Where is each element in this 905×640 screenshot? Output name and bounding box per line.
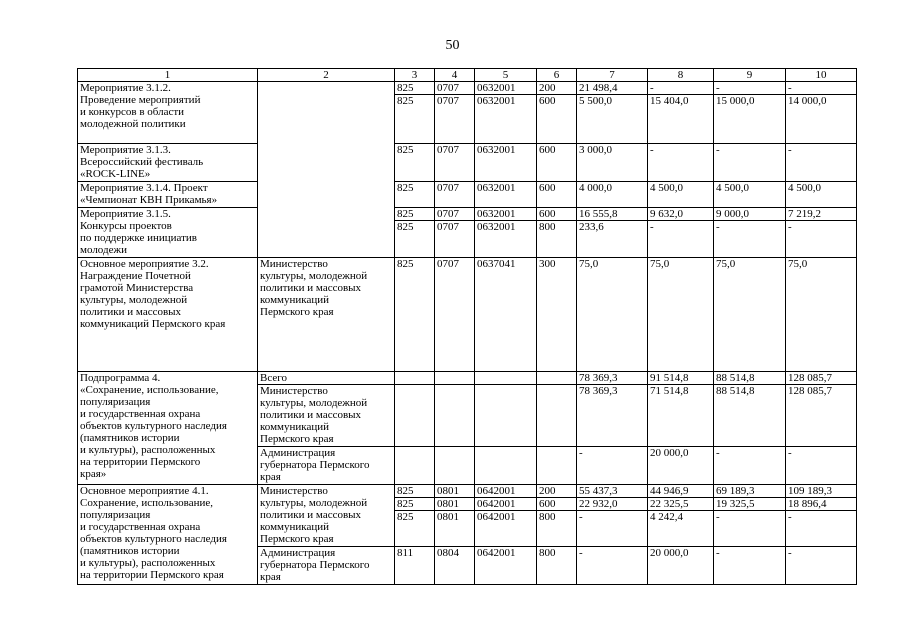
subcell-group: [648, 485, 714, 547]
code-cell: 0632001: [475, 144, 537, 182]
subcell-group: [475, 485, 537, 547]
value-cell: -: [577, 447, 648, 485]
code-cell: [395, 385, 435, 447]
subcell-group: [714, 82, 786, 144]
code-cell: 0707: [435, 82, 474, 95]
code-cell: [395, 447, 435, 485]
value-cell: 4 242,4: [650, 511, 683, 523]
subcell-group: [577, 208, 648, 258]
code-cell: 825: [397, 95, 414, 107]
value-cell: -: [714, 82, 785, 95]
value-cell: -: [786, 144, 857, 182]
subcell-group: [786, 485, 857, 547]
value-cell: 75,0: [577, 258, 648, 372]
subcell-group: [714, 208, 786, 258]
code-cell: 0707: [435, 144, 475, 182]
value-cell: -: [716, 511, 720, 523]
executor: Администрация губернатора Пермского края: [258, 447, 395, 485]
subcell-group: [786, 208, 857, 258]
activity-name: Мероприятие 3.1.2. Проведение мероприятий и конкурсов в области молодежной политики: [78, 82, 258, 144]
code-cell: 0632001: [475, 82, 536, 95]
code-cell: 0707: [437, 95, 459, 107]
code-cell: 0707: [437, 221, 459, 233]
subcell-group: [475, 82, 537, 144]
value-cell: -: [579, 511, 583, 523]
subprogram-name: Подпрограмма 4. «Сохранение, использование, популяризация и государственная охрана объектов культурного наследия (памятников истории и культуры), расположенных на территории Пермского края»: [78, 372, 258, 485]
code-cell: 825: [397, 511, 414, 523]
activity-name: Мероприятие 3.1.5. Конкурсы проектов по поддержке инициатив молодежи: [78, 208, 258, 258]
code-cell: [537, 372, 577, 385]
value-cell: 78 369,3: [577, 372, 648, 385]
value-cell: -: [716, 221, 720, 233]
code-cell: 300: [537, 258, 577, 372]
value-cell: 75,0: [648, 258, 714, 372]
column-header: 5: [475, 69, 537, 82]
code-cell: [435, 372, 475, 385]
subcell-group: [648, 208, 714, 258]
table-row: [78, 144, 857, 182]
executor: [258, 182, 395, 208]
value-cell: 3 000,0: [577, 144, 648, 182]
activity-name: Основное мероприятие 4.1. Сохранение, использование, популяризация и государственная охрана объектов культурного наследия (памятников истории и культуры), расположенных на территории Пермского края: [78, 485, 258, 585]
value-cell: 7 219,2: [786, 208, 856, 221]
value-cell: -: [577, 547, 648, 585]
column-header: 3: [395, 69, 435, 82]
value-cell: 75,0: [714, 258, 786, 372]
code-cell: 811: [395, 547, 435, 585]
value-cell: 69 189,3: [714, 485, 785, 498]
table-row: [78, 485, 857, 547]
value-cell: -: [714, 447, 786, 485]
code-cell: 600: [537, 182, 577, 208]
code-cell: 825: [395, 208, 434, 221]
code-cell: 800: [537, 547, 577, 585]
code-cell: 0801: [435, 485, 474, 498]
code-cell: 600: [537, 144, 577, 182]
value-cell: 20 000,0: [648, 447, 714, 485]
code-cell: [537, 385, 577, 447]
value-cell: 5 500,0: [579, 95, 612, 107]
code-cell: 800: [539, 511, 556, 523]
code-cell: 0642001: [475, 498, 536, 511]
subcell-group: [537, 485, 577, 547]
subcell-group: [577, 485, 648, 547]
executor: [258, 144, 395, 182]
code-cell: 0642001: [477, 511, 516, 523]
value-cell: 91 514,8: [648, 372, 714, 385]
value-cell: -: [788, 511, 792, 523]
value-cell: -: [786, 547, 857, 585]
subcell-group: [714, 485, 786, 547]
table-header-row: [78, 69, 857, 82]
code-cell: 825: [395, 144, 435, 182]
value-cell: -: [714, 144, 786, 182]
value-cell: 55 437,3: [577, 485, 647, 498]
code-cell: 0804: [435, 547, 475, 585]
column-header: 6: [537, 69, 577, 82]
table-row: [78, 82, 857, 144]
code-cell: [475, 447, 537, 485]
subcell-group: [537, 82, 577, 144]
value-cell: 4 500,0: [648, 182, 714, 208]
value-cell: 22 325,5: [648, 498, 713, 511]
code-cell: 825: [395, 82, 434, 95]
executor: Министерство культуры, молодежной политики и массовых коммуникаций Пермского края: [258, 485, 395, 547]
value-cell: 78 369,3: [577, 385, 648, 447]
subcell-group: [435, 208, 475, 258]
code-cell: [475, 372, 537, 385]
code-cell: 600: [537, 208, 576, 221]
code-cell: 800: [539, 221, 556, 233]
value-cell: 9 632,0: [648, 208, 713, 221]
value-cell: 128 085,7: [786, 385, 857, 447]
subcell-group: [395, 485, 435, 547]
code-cell: [435, 385, 475, 447]
code-cell: [537, 447, 577, 485]
code-cell: [395, 372, 435, 385]
subcell-group: [475, 208, 537, 258]
subcell-group: [395, 208, 435, 258]
code-cell: 825: [395, 182, 435, 208]
code-cell: 0707: [435, 182, 475, 208]
code-cell: 0801: [435, 498, 474, 511]
page-number: 50: [445, 38, 460, 53]
column-header: 9: [714, 69, 786, 82]
value-cell: 20 000,0: [648, 547, 714, 585]
value-cell: -: [786, 447, 857, 485]
value-cell: 75,0: [786, 258, 857, 372]
value-cell: 128 085,7: [786, 372, 857, 385]
code-cell: 600: [537, 498, 576, 511]
executor: Министерство культуры, молодежной политики и массовых коммуникаций Пермского края: [258, 258, 395, 372]
column-header: 8: [648, 69, 714, 82]
value-cell: 14 000,0: [788, 95, 827, 107]
code-cell: 0637041: [475, 258, 537, 372]
code-cell: 200: [537, 82, 576, 95]
value-cell: -: [650, 221, 654, 233]
executor: Администрация губернатора Пермского края: [258, 547, 395, 585]
code-cell: 0632001: [477, 95, 516, 107]
code-cell: 825: [395, 258, 435, 372]
executor: Министерство культуры, молодежной политики и массовых коммуникаций Пермского края: [258, 385, 395, 447]
activity-name: Мероприятие 3.1.3. Всероссийский фестиваль «ROCK-LINE»: [78, 144, 258, 182]
code-cell: [475, 385, 537, 447]
value-cell: -: [648, 82, 713, 95]
code-cell: 825: [397, 221, 414, 233]
activity-name: Мероприятие 3.1.4. Проект «Чемпионат КВН Прикамья»: [78, 182, 258, 208]
value-cell: 15 404,0: [650, 95, 689, 107]
value-cell: 21 498,4: [577, 82, 647, 95]
value-cell: 16 555,8: [577, 208, 647, 221]
table-row: [78, 258, 857, 372]
subcell-group: [786, 82, 857, 144]
table-row: [78, 182, 857, 208]
code-cell: 825: [395, 498, 434, 511]
table-row: [78, 208, 857, 258]
value-cell: 4 500,0: [786, 182, 857, 208]
code-cell: 0642001: [475, 485, 536, 498]
subcell-group: [537, 208, 577, 258]
executor: [258, 208, 395, 258]
value-cell: 15 000,0: [716, 95, 755, 107]
value-cell: 4 500,0: [714, 182, 786, 208]
code-cell: 0642001: [475, 547, 537, 585]
value-cell: 88 514,8: [714, 372, 786, 385]
column-header: 7: [577, 69, 648, 82]
value-cell: 109 189,3: [786, 485, 856, 498]
subcell-group: [577, 82, 648, 144]
value-cell: -: [788, 221, 792, 233]
value-cell: 22 932,0: [577, 498, 647, 511]
value-cell: 4 000,0: [577, 182, 648, 208]
code-cell: 600: [539, 95, 556, 107]
value-cell: 18 896,4: [786, 498, 856, 511]
value-cell: -: [786, 82, 856, 95]
value-cell: 233,6: [579, 221, 604, 233]
code-cell: 0707: [435, 208, 474, 221]
value-cell: -: [714, 547, 786, 585]
value-cell: -: [648, 144, 714, 182]
activity-name: Основное мероприятие 3.2. Награждение Почетной грамотой Министерства культуры, молодежной политики и массовых коммуникаций Пермского края: [78, 258, 258, 372]
value-cell: 44 946,9: [648, 485, 713, 498]
code-cell: 825: [395, 485, 434, 498]
executor: [258, 82, 395, 144]
table-row: [78, 372, 857, 385]
executor: Всего: [258, 372, 395, 385]
subcell-group: [435, 485, 475, 547]
code-cell: 0632001: [475, 208, 536, 221]
column-header: 2: [258, 69, 395, 82]
value-cell: 19 325,5: [714, 498, 785, 511]
subcell-group: [395, 82, 435, 144]
code-cell: 0632001: [475, 182, 537, 208]
column-header: 1: [78, 69, 258, 82]
code-cell: 200: [537, 485, 576, 498]
code-cell: 0707: [435, 258, 475, 372]
budget-table: [77, 68, 857, 585]
column-header: 10: [786, 69, 857, 82]
value-cell: 88 514,8: [714, 385, 786, 447]
value-cell: 9 000,0: [714, 208, 785, 221]
code-cell: [435, 447, 475, 485]
value-cell: 71 514,8: [648, 385, 714, 447]
code-cell: 0801: [437, 511, 459, 523]
subcell-group: [648, 82, 714, 144]
code-cell: 0632001: [477, 221, 516, 233]
subcell-group: [435, 82, 475, 144]
column-header: 4: [435, 69, 475, 82]
